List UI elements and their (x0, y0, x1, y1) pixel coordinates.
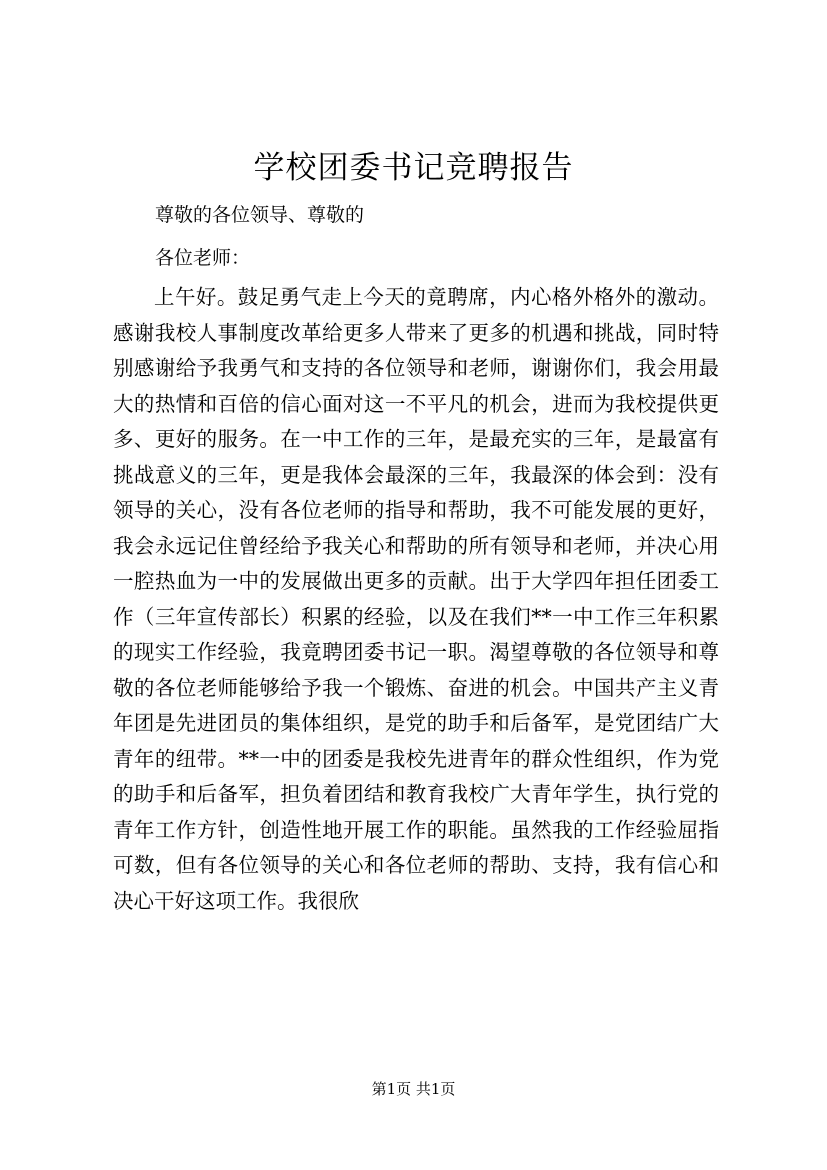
salutation-line-1: 尊敬的各位领导、尊敬的 (155, 204, 365, 226)
document-title: 学校团委书记竞聘报告 (253, 150, 574, 186)
page-footer: 第1页 共1页 (371, 1080, 456, 1098)
salutation-line-2: 各位老师： (155, 247, 251, 269)
body-paragraph: 上午好。鼓足勇气走上今天的竟聘席，内心格外格外的激动。感谢我校人事制度改革给更多人带来了更多的机遇和挑战，同时特别感谢给予我勇气和支持的各位领导和老师，谢谢你们，我会用最大的热情和百倍的信心面对这一不平凡的机会，进而为我校提供更多、更好的服务。在一中工作的三年，是最充实的三年，是最富有挑战意义的三年，更是我体会最深的三年，我最深的体会到：没有领导的关心，没有各位老师的指导和帮助，我不可能发展的更好，我会永远记住曾经给予我关心和帮助的所有领导和老师，并决心用一腔热血为一中的发展做出更多的贡献。出于大学四年担任团委工作（三年宣传部长）积累的经验，以及在我们**一中工作三年积累的现实工作经验，我竟聘团委书记一职。渴望尊敬的各位领导和尊敬的各位老师能够给予我一个锻炼、奋进的机会。中国共产主义青年团是先进团员的集体组织，是党的助手和后备军，是党团结广大青年的纽带。**一中的团委是我校先进青年的群众性组织，作为党的助手和后备军，担负着团结和教育我校广大青年学生，执行党的青年工作方针，创造性地开展工作的职能。虽然我的工作经验屈指可数，但有各位领导的关心和各位老师的帮助、支持，我有信心和决心干好这项工作。我很欣 (113, 285, 719, 913)
